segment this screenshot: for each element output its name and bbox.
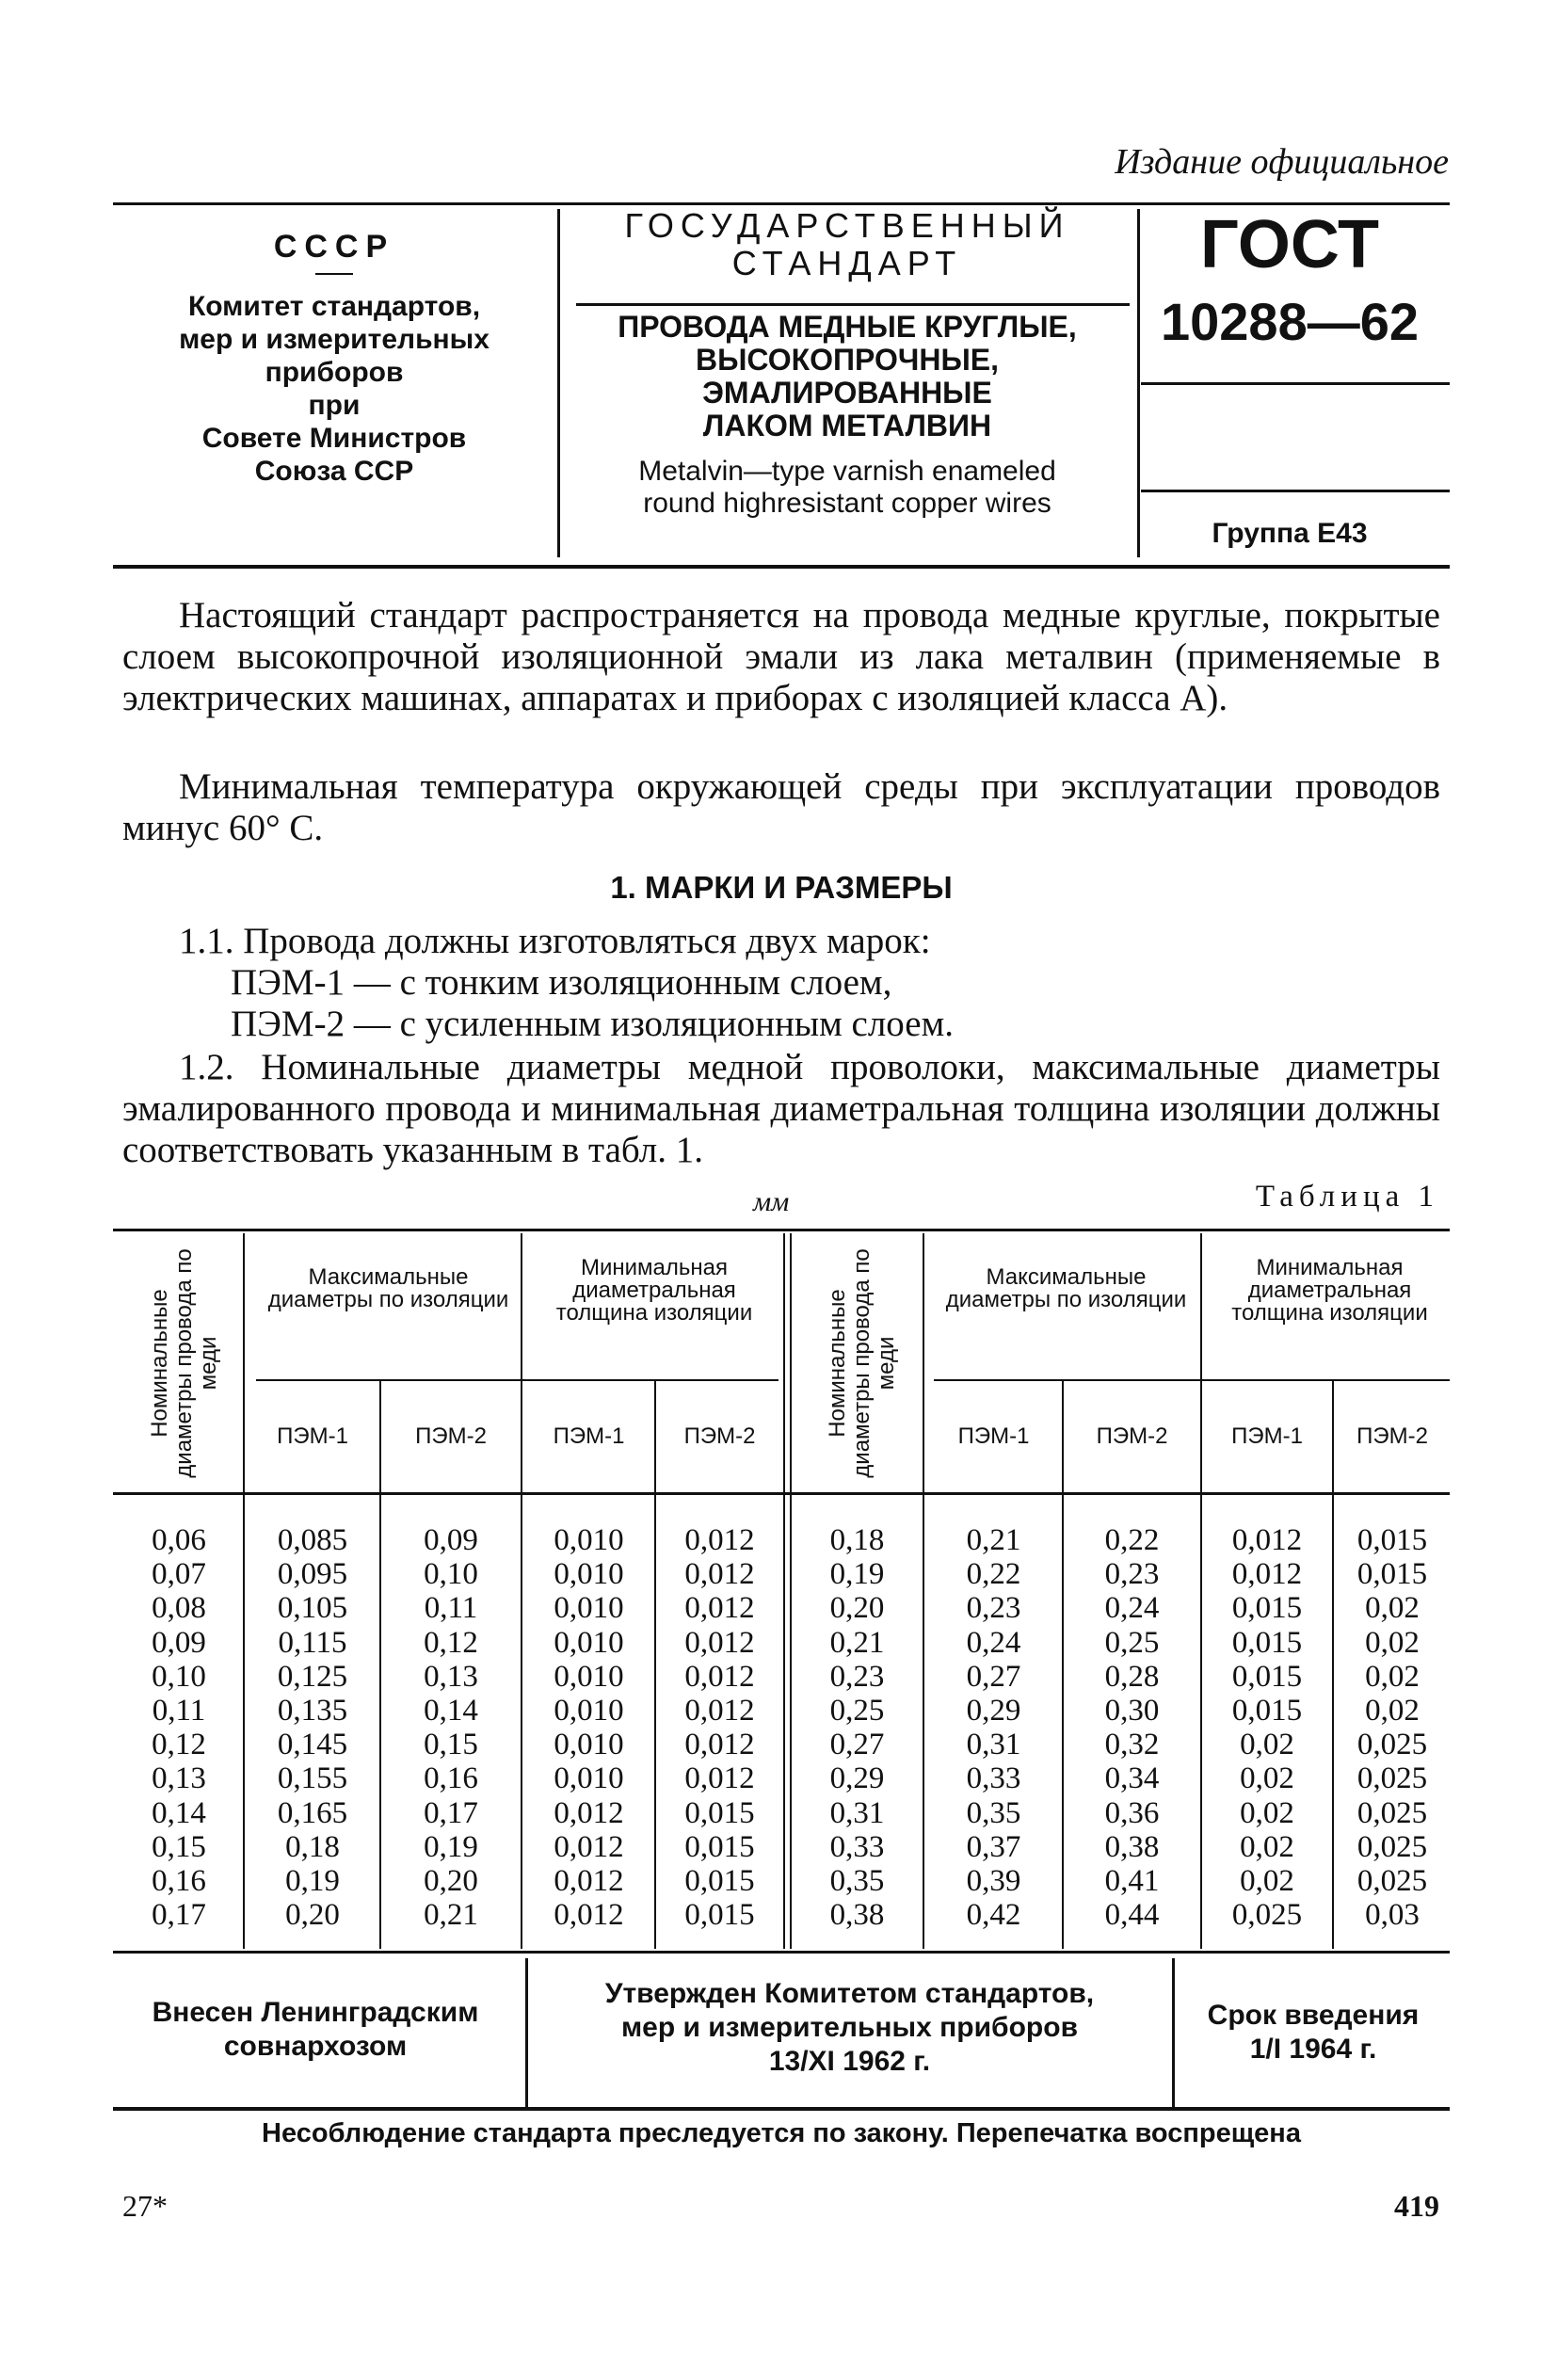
table-cell: 0,155 — [277, 1761, 348, 1796]
table-cell: 0,36 — [1104, 1795, 1160, 1830]
title-en-line: round highresistant copper wires — [643, 488, 1051, 519]
header-nominal-right: Номинальные диаметры провода по меди — [825, 1248, 899, 1478]
issuer-line: Комитет стандартов, — [187, 291, 481, 322]
page-number: 419 — [1394, 2189, 1439, 2223]
table-cell: 0,12 — [424, 1625, 478, 1660]
table-cell: 0,012 — [554, 1795, 624, 1830]
approved-line: Утвержден Комитетом стандартов, — [604, 1978, 1095, 2009]
table-cell: 0,17 — [424, 1795, 478, 1830]
header-bottom-rule — [113, 565, 1450, 569]
table-cell: 0,21 — [424, 1898, 478, 1933]
table-column — [793, 1523, 922, 1932]
table-cell: 0,015 — [684, 1864, 755, 1899]
title-ru-line: ЭМАЛИРОВАННЫЕ — [702, 376, 992, 410]
table-cell: 0,015 — [1231, 1694, 1303, 1729]
table-cell: 0,015 — [1231, 1659, 1303, 1694]
title-ru-line: ВЫСОКОПРОЧНЫЕ, — [695, 343, 1000, 377]
issuer-line: Совете Министров — [201, 423, 467, 454]
footer-bottom-rule — [113, 2107, 1450, 2111]
col-divider — [654, 1379, 656, 1949]
table-cell: 0,010 — [554, 1694, 624, 1729]
table-column — [657, 1523, 782, 1932]
header-max-diam-left: Максимальные диаметры по изоляции — [267, 1264, 509, 1312]
table-cell: 0,11 — [152, 1694, 206, 1729]
table-cell: 0,105 — [277, 1591, 348, 1626]
table-bottom-rule — [113, 1951, 1450, 1954]
section-heading: 1. МАРКИ И РАЗМЕРЫ — [610, 870, 953, 905]
table-cell: 0,44 — [1104, 1898, 1160, 1933]
gost-label: ГОСТ — [1199, 207, 1380, 282]
header-nominal-left: Номинальные диаметры провода по меди — [147, 1248, 221, 1478]
table-cell: 0,02 — [1240, 1728, 1294, 1762]
table-cell: 0,010 — [554, 1728, 624, 1762]
table-cell: 0,35 — [966, 1795, 1021, 1830]
table-cell: 0,015 — [684, 1795, 755, 1830]
header-max-diam-right: Максимальные диаметры по изоляции — [945, 1264, 1187, 1312]
table-cell: 0,012 — [684, 1694, 755, 1729]
col-divider — [1200, 1233, 1202, 1949]
table-header-rule — [113, 1492, 1450, 1495]
table-cell: 0,42 — [966, 1898, 1021, 1933]
table-cell: 0,25 — [829, 1694, 885, 1729]
table-cell: 0,20 — [829, 1591, 885, 1626]
table-cell: 0,33 — [829, 1829, 885, 1864]
header-min-thick-left: Минимальная диаметральная толщина изоляции — [555, 1255, 753, 1326]
table-cell: 0,135 — [277, 1694, 348, 1729]
approved-line: мер и измерительных приборов — [620, 2012, 1079, 2043]
divider-dash — [315, 273, 353, 275]
country-label: СССР — [273, 229, 395, 265]
table-cell: 0,31 — [966, 1728, 1021, 1762]
header-pem2: ПЭМ-2 — [1096, 1423, 1168, 1449]
table-cell: 0,33 — [966, 1761, 1021, 1796]
table-column — [1335, 1523, 1450, 1932]
title-ru-line: ПРОВОДА МЕДНЫЕ КРУГЛЫЕ, — [618, 310, 1077, 344]
table-cell: 0,07 — [152, 1557, 206, 1592]
subheader-rule — [256, 1379, 778, 1381]
table-cell: 0,012 — [684, 1659, 755, 1694]
footer-divider — [1172, 1958, 1175, 2109]
table-cell: 0,09 — [424, 1523, 478, 1557]
table-cell: 0,012 — [554, 1829, 624, 1864]
table-cell: 0,23 — [829, 1659, 885, 1694]
table-cell: 0,145 — [277, 1728, 348, 1762]
table-cell: 0,38 — [829, 1898, 885, 1933]
paragraph-scope: Настоящий стандарт распространяется на провода медные круглые, покрытые слоем высокопрочной изоляционной эмали из лака металвин (применяемые в электрических машинах, аппаратах и приборах с изоляцией класса А). — [122, 595, 1440, 718]
table-cell: 0,010 — [554, 1625, 624, 1660]
table-cell: 0,025 — [1356, 1795, 1428, 1830]
approved-line: 13/XI 1962 г. — [768, 2046, 931, 2077]
table-cell: 0,19 — [424, 1829, 478, 1864]
table-cell: 0,16 — [152, 1864, 206, 1899]
col-divider — [521, 1233, 522, 1949]
table-column — [115, 1523, 243, 1932]
table-cell: 0,015 — [1356, 1523, 1428, 1557]
issuer-line: Союза ССР — [254, 456, 414, 487]
issuer-block — [113, 231, 555, 488]
table-cell: 0,18 — [285, 1829, 340, 1864]
table-cell: 0,28 — [1104, 1659, 1160, 1694]
approved-by — [532, 1977, 1167, 2079]
table-cell: 0,15 — [152, 1829, 206, 1864]
table-cell: 0,18 — [829, 1523, 885, 1557]
table-cell: 0,20 — [424, 1864, 478, 1899]
paragraph-temperature: Минимальная температура окружающей среды при эксплуатации проводов минус 60° С. — [122, 766, 1440, 848]
table-cell: 0,015 — [1231, 1591, 1303, 1626]
table-cell: 0,02 — [1240, 1829, 1294, 1864]
header-right-rule-1 — [1141, 382, 1450, 385]
standard-title-block — [565, 207, 1130, 520]
table-cell: 0,25 — [1104, 1625, 1160, 1660]
footer-divider — [525, 1958, 528, 2109]
header-pem1: ПЭМ-1 — [957, 1423, 1030, 1449]
table-cell: 0,02 — [1365, 1694, 1420, 1729]
table-cell: 0,29 — [829, 1761, 885, 1796]
effective-line: Срок введения — [1207, 2000, 1420, 2031]
table-cell: 0,23 — [1104, 1557, 1160, 1592]
header-pem2: ПЭМ-2 — [415, 1423, 487, 1449]
copyright-notice: Несоблюдение стандарта преследуется по закону. Перепечатка воспрещена — [262, 2118, 1301, 2148]
table-cell: 0,13 — [424, 1659, 478, 1694]
paragraph-1-1: 1.1. Провода должны изготовляться двух марок: — [179, 921, 931, 961]
table-column — [1203, 1523, 1331, 1932]
edition-label: Издание официальное — [1115, 142, 1449, 182]
table-cell: 0,31 — [829, 1795, 885, 1830]
table-column — [247, 1523, 378, 1932]
table-cell: 0,21 — [829, 1625, 885, 1660]
table-cell: 0,02 — [1365, 1625, 1420, 1660]
table-cell: 0,025 — [1356, 1728, 1428, 1762]
table-cell: 0,125 — [277, 1659, 348, 1694]
table-cell: 0,32 — [1104, 1728, 1160, 1762]
table-cell: 0,21 — [966, 1523, 1021, 1557]
table-cell: 0,09 — [152, 1625, 206, 1660]
table-cell: 0,24 — [1104, 1591, 1160, 1626]
table-cell: 0,15 — [424, 1728, 478, 1762]
col-divider — [1332, 1379, 1334, 1949]
table-cell: 0,22 — [1104, 1523, 1160, 1557]
state-standard-line: ГОСУДАРСТВЕННЫЙ — [624, 206, 1070, 245]
table-cell: 0,025 — [1356, 1761, 1428, 1796]
header-right-rule-2 — [1141, 490, 1450, 492]
col-divider — [243, 1233, 245, 1949]
header-min-thick-right: Минимальная диаметральная толщина изоляции — [1231, 1255, 1428, 1326]
table-cell: 0,17 — [152, 1898, 206, 1933]
table-cell: 0,012 — [1231, 1523, 1303, 1557]
header-pem1: ПЭМ-1 — [553, 1423, 625, 1449]
table-cell: 0,012 — [684, 1523, 755, 1557]
table-cell: 0,02 — [1240, 1795, 1294, 1830]
table-cell: 0,010 — [554, 1659, 624, 1694]
col-divider-double — [790, 1233, 792, 1949]
table-cell: 0,012 — [1231, 1557, 1303, 1592]
paragraph-1-2: 1.2. Номинальные диаметры медной проволоки, максимальные диаметры эмалированного провода и минимальная диаметральная толщина изоляции должны соответствовать указанным в табл. 1. — [122, 1047, 1440, 1170]
col-divider — [1062, 1379, 1064, 1949]
header-pem1: ПЭМ-1 — [1231, 1423, 1303, 1449]
table-cell: 0,095 — [277, 1557, 348, 1592]
unit-label: мм — [753, 1186, 790, 1217]
table-cell: 0,012 — [684, 1591, 755, 1626]
col-divider-double — [783, 1233, 785, 1949]
table-cell: 0,10 — [424, 1557, 478, 1592]
grade-pem1: ПЭМ-1 — с тонким изоляционным слоем, — [231, 962, 892, 1003]
table-caption: Таблица 1 — [1255, 1180, 1439, 1214]
table-cell: 0,085 — [277, 1523, 348, 1557]
gost-block — [1139, 207, 1440, 549]
table-cell: 0,10 — [152, 1659, 206, 1694]
table-column — [524, 1523, 653, 1932]
title-ru — [565, 311, 1130, 442]
table-cell: 0,23 — [966, 1591, 1021, 1626]
title-en — [565, 456, 1130, 520]
table-column — [382, 1523, 520, 1932]
table-cell: 0,010 — [554, 1761, 624, 1796]
table-cell: 0,012 — [684, 1625, 755, 1660]
issuer-line: мер и измерительных — [179, 324, 490, 355]
col-divider — [379, 1379, 381, 1949]
table-cell: 0,35 — [829, 1864, 885, 1899]
table-cell: 0,015 — [1356, 1557, 1428, 1592]
table-cell: 0,12 — [152, 1728, 206, 1762]
table-cell: 0,02 — [1365, 1591, 1420, 1626]
subheader-rule — [934, 1379, 1450, 1381]
gost-number: 10288—62 — [1160, 292, 1419, 351]
table-cell: 0,015 — [684, 1829, 755, 1864]
introduced-line: Внесен Ленинградским — [152, 1997, 479, 2028]
header-pem2: ПЭМ-2 — [1356, 1423, 1428, 1449]
table-cell: 0,19 — [829, 1557, 885, 1592]
header-pem1: ПЭМ-1 — [277, 1423, 348, 1449]
group-label: Группа Е43 — [1212, 518, 1368, 549]
table-cell: 0,015 — [684, 1898, 755, 1933]
table-cell: 0,02 — [1365, 1659, 1420, 1694]
table-cell: 0,27 — [829, 1728, 885, 1762]
table-cell: 0,11 — [424, 1591, 478, 1626]
table-column — [926, 1523, 1061, 1932]
table-cell: 0,30 — [1104, 1694, 1160, 1729]
table-top-rule — [113, 1229, 1450, 1231]
header-pem2: ПЭМ-2 — [683, 1423, 756, 1449]
table-cell: 0,39 — [966, 1864, 1021, 1899]
grade-pem2: ПЭМ-2 — с усиленным изоляционным слоем. — [231, 1004, 955, 1044]
table-cell: 0,08 — [152, 1591, 206, 1626]
table-cell: 0,24 — [966, 1625, 1021, 1660]
table-cell: 0,41 — [1104, 1864, 1160, 1899]
signature-mark: 27* — [122, 2189, 168, 2223]
table-cell: 0,34 — [1104, 1761, 1160, 1796]
table-cell: 0,012 — [684, 1557, 755, 1592]
header-divider-left — [557, 209, 560, 557]
table-cell: 0,025 — [1231, 1898, 1303, 1933]
title-ru-line: ЛАКОМ МЕТАЛВИН — [702, 409, 992, 442]
table-cell: 0,02 — [1240, 1761, 1294, 1796]
introduced-by — [113, 1996, 518, 2064]
table-column — [1065, 1523, 1199, 1932]
table-cell: 0,03 — [1365, 1898, 1420, 1933]
title-en-line: Metalvin—type varnish enameled — [638, 456, 1056, 487]
table-cell: 0,20 — [285, 1898, 340, 1933]
table-cell: 0,16 — [424, 1761, 478, 1796]
table-cell: 0,010 — [554, 1557, 624, 1592]
effective-date — [1177, 1999, 1450, 2066]
issuer-line: приборов — [265, 357, 404, 388]
col-divider — [923, 1233, 924, 1949]
table-cell: 0,13 — [152, 1761, 206, 1796]
state-standard-line: СТАНДАРТ — [731, 244, 963, 282]
table-cell: 0,27 — [966, 1659, 1021, 1694]
table-cell: 0,06 — [152, 1523, 206, 1557]
table-cell: 0,012 — [554, 1864, 624, 1899]
table-cell: 0,02 — [1240, 1864, 1294, 1899]
table-cell: 0,012 — [684, 1728, 755, 1762]
table-cell: 0,010 — [554, 1591, 624, 1626]
issuer-line: при — [308, 390, 361, 421]
table-cell: 0,012 — [684, 1761, 755, 1796]
header-top-rule — [113, 202, 1450, 205]
table-cell: 0,38 — [1104, 1829, 1160, 1864]
table-cell: 0,025 — [1356, 1864, 1428, 1899]
table-cell: 0,14 — [152, 1795, 206, 1830]
table-cell: 0,012 — [554, 1898, 624, 1933]
table-cell: 0,19 — [285, 1864, 340, 1899]
table-cell: 0,010 — [554, 1523, 624, 1557]
effective-line: 1/I 1964 г. — [1249, 2034, 1377, 2065]
table-cell: 0,165 — [277, 1795, 348, 1830]
table-cell: 0,14 — [424, 1694, 478, 1729]
table-cell: 0,025 — [1356, 1829, 1428, 1864]
table-cell: 0,37 — [966, 1829, 1021, 1864]
table-cell: 0,115 — [278, 1625, 347, 1660]
table-cell: 0,015 — [1231, 1625, 1303, 1660]
table-cell: 0,29 — [966, 1694, 1021, 1729]
table-cell: 0,22 — [966, 1557, 1021, 1592]
introduced-line: совнархозом — [223, 2031, 408, 2062]
